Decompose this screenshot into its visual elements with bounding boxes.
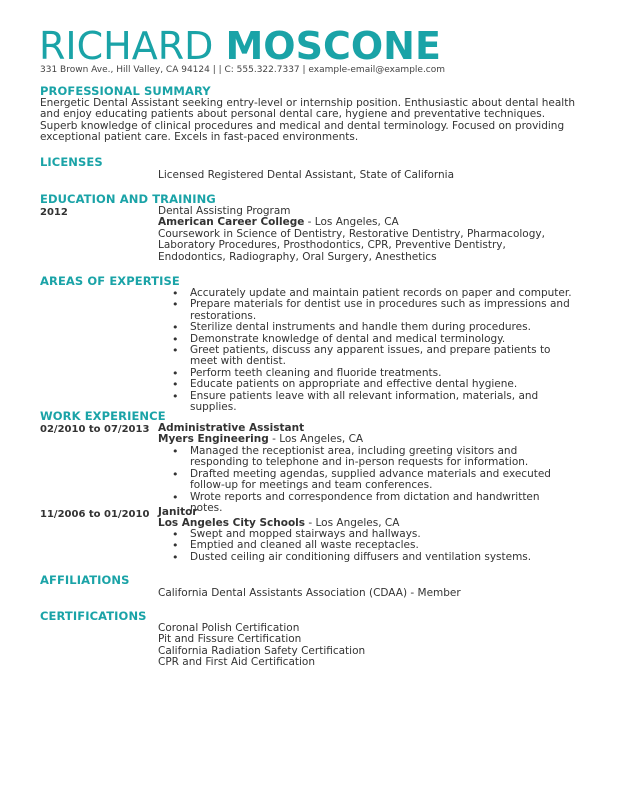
education-school: American Career College [158, 216, 305, 228]
last-name: MOSCONE [225, 24, 441, 68]
list-item: • Emptied and cleaned all waste receptacles. [172, 540, 572, 551]
job-title: Administrative Assistant [158, 422, 305, 434]
list-item: Coronal Polish Certification [158, 622, 300, 634]
list-item: • Demonstrate knowledge of dental and medical terminology. [172, 334, 572, 345]
section-heading-affiliations: AFFILIATIONS [40, 573, 130, 587]
list-item: • Perform teeth cleaning and fluoride treatments. [172, 368, 572, 379]
list-item: • Prepare materials for dentist use in procedures such as impressions and restorations. [172, 299, 572, 322]
list-item: • Educate patients on appropriate and effective dental hygiene. [172, 379, 572, 390]
job-company: Myers Engineering [158, 433, 269, 445]
list-item: • Greet patients, discuss any apparent issues, and prepare patients to meet with dentist. [172, 345, 572, 368]
education-year: 2012 [40, 207, 68, 218]
job-duties-list [172, 446, 572, 514]
list-item: • Accurately update and maintain patient records on paper and computer. [172, 288, 572, 299]
list-item: • Sterilize dental instruments and handle them during procedures. [172, 322, 572, 333]
job-dates: 02/2010 to 07/2013 [40, 424, 150, 435]
job-location: - Los Angeles, CA [268, 433, 364, 445]
list-item: • Drafted meeting agendas, supplied advance materials and executed follow-up for meetings and team conferences. [172, 469, 572, 492]
list-item: • Managed the receptionist area, including greeting visitors and responding to telephone and in-person requests for information. [172, 446, 572, 469]
license-text: Licensed Registered Dental Assistant, State of California [158, 169, 455, 181]
first-name: RICHARD [39, 24, 214, 68]
list-item: • Wrote reports and correspondence from dictation and handwritten notes. [172, 492, 572, 515]
certifications-list [158, 623, 578, 669]
list-item: Pit and Fissure Certification [158, 633, 302, 646]
job-title: Janitor [158, 506, 198, 518]
affiliation-text: California Dental Assistants Association (CDAA) - Member [158, 587, 461, 599]
job-duties-list [172, 529, 572, 563]
list-item: • Dusted ceiling air conditioning diffusers and ventilation systems. [172, 552, 572, 563]
section-heading-licenses: LICENSES [40, 155, 103, 169]
candidate-name [39, 26, 441, 66]
list-item: California Radiation Safety Certification [158, 644, 366, 657]
job-company-line [158, 434, 363, 445]
summary-text: Energetic Dental Assistant seeking entry-level or internship position. Enthusiastic about dental health and enjoy educating patients about personal dental care, hygiene and preventative techniques. Superb knowledge of clinical procedures and medical and dental terminology. Focused on providing exceptional patient care. Excels in fast-paced environments. [40, 97, 575, 144]
job-dates: 11/2006 to 01/2010 [40, 509, 150, 520]
list-item: • Ensure patients leave with all relevant information, materials, and supplies. [172, 391, 572, 414]
section-heading-certifications: CERTIFICATIONS [40, 609, 147, 623]
job-company: Los Angeles City Schools [158, 517, 306, 529]
contact-line: 331 Brown Ave., Hill Valley, CA 94124 | | C: 555.322.7337 | example-email@example.com [40, 65, 446, 75]
job-location: - Los Angeles, CA [305, 517, 400, 529]
list-item: CPR and First Aid Certification [158, 656, 316, 669]
education-school-line [158, 217, 578, 228]
education-program: Dental Assisting Program [158, 205, 291, 217]
section-heading-summary: PROFESSIONAL SUMMARY [40, 84, 211, 98]
list-item: • Swept and mopped stairways and hallways. [172, 529, 572, 540]
education-location: - Los Angeles, CA [304, 216, 399, 228]
education-coursework: Coursework in Science of Dentistry, Restorative Dentistry, Pharmacology, Laboratory Procedures, Prosthodontics, CPR, Preventive Dentistry, Endodontics, Radiography, Oral Surgery, Anesthetics [158, 228, 545, 263]
section-heading-work: WORK EXPERIENCE [40, 409, 166, 423]
section-heading-education: EDUCATION AND TRAINING [40, 192, 216, 206]
expertise-list [172, 288, 572, 413]
section-heading-expertise: AREAS OF EXPERTISE [40, 274, 180, 288]
